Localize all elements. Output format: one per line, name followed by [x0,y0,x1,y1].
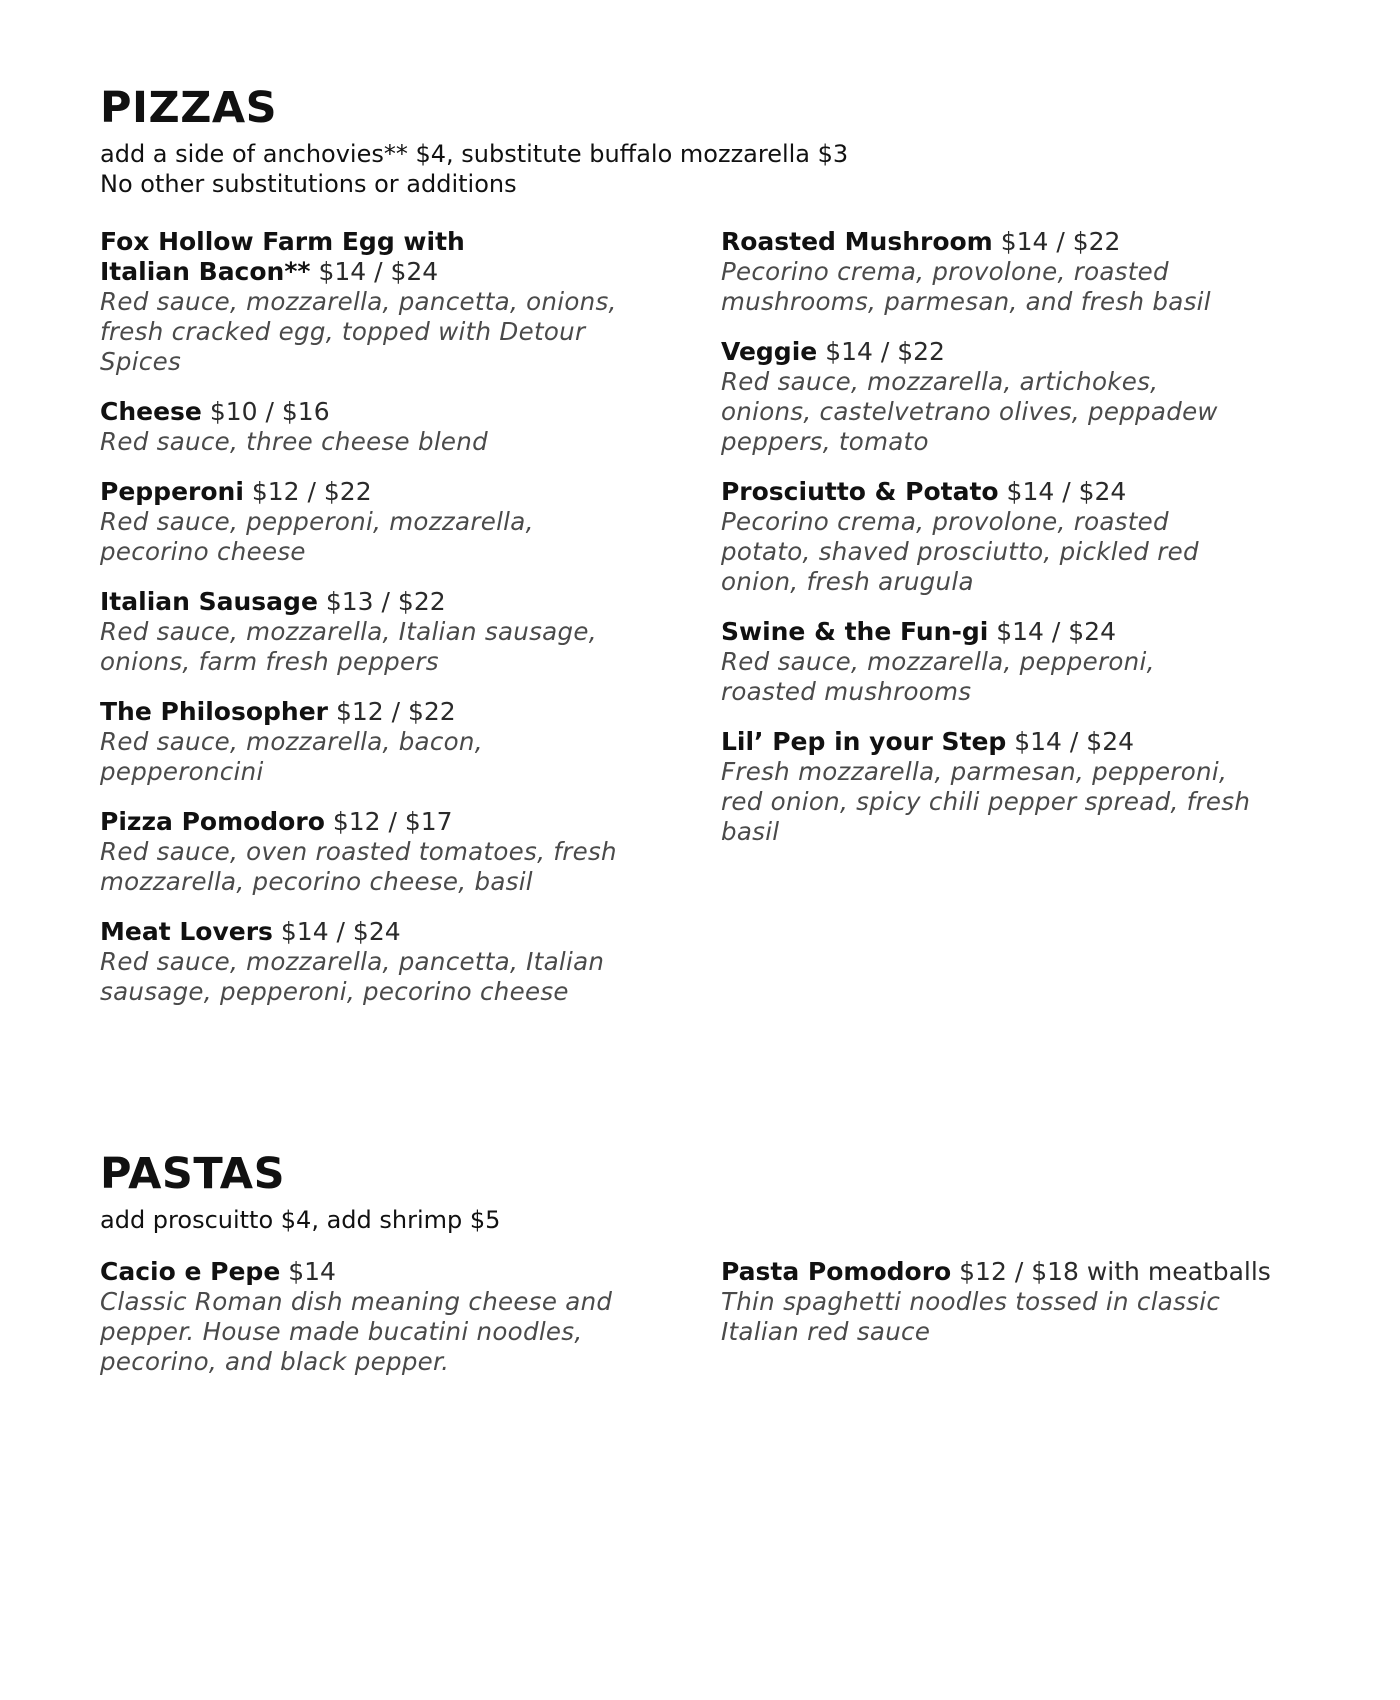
description-line: fresh cracked egg, topped with Detour [100,317,586,347]
item-heading [100,587,721,617]
subtitle-line: add proscuitto $4, add shrimp $5 [100,1206,501,1235]
menu-columns [100,227,1300,1027]
item-heading [100,397,721,427]
item-heading [100,227,721,287]
subtitle-line: No other substitutions or additions [100,170,517,199]
menu-item [721,477,1300,597]
item-description [721,647,1300,707]
item-price: $14 / $24 [280,917,401,947]
section-subtitle [100,1205,1300,1235]
menu-item [100,227,721,377]
item-price: $12 / $22 [251,477,372,507]
item-name: Prosciutto & Potato [720,477,999,507]
description-line: potato, shaved prosciutto, pickled red [720,537,1199,567]
description-line: Red sauce, mozzarella, pancetta, onions, [100,287,617,317]
item-name: Meat Lovers [100,917,273,947]
item-name: Swine & the Fun-gi [720,617,989,647]
item-heading [721,337,1300,367]
section-subtitle [100,139,1300,199]
item-price: $14 / $22 [1000,227,1121,257]
item-description [721,367,1300,457]
item-name: Pasta Pomodoro [720,1257,952,1287]
left-column [100,1257,721,1397]
menu-item [721,337,1300,457]
description-line: Red sauce, pepperoni, mozzarella, [100,507,534,537]
left-column [100,227,721,1027]
description-line: mozzarella, pecorino cheese, basil [100,867,533,897]
description-line: Italian red sauce [720,1317,931,1347]
item-price: $12 / $17 [332,807,453,837]
item-price: $12 / $22 [335,697,456,727]
menu-item [100,697,721,787]
description-line: Red sauce, three cheese blend [100,427,488,457]
item-description [100,617,721,677]
item-price: $14 / $24 [1006,477,1127,507]
item-description [721,507,1300,597]
pastas-section [100,1150,1300,1397]
description-line: red onion, spicy chili pepper spread, fresh [720,787,1251,817]
pizzas-section [100,84,1300,1027]
description-line: basil [720,817,780,847]
item-name: Pizza Pomodoro [100,807,325,837]
description-line: pecorino, and black pepper. [100,1347,450,1377]
item-price: $14 / $24 [1014,727,1135,757]
item-name: Pepperoni [100,477,244,507]
section-title: PIZZAS [100,83,278,133]
item-name: Fox Hollow Farm Egg with [100,227,465,257]
item-price: $12 / $18 with meatballs [959,1257,1271,1287]
subtitle-line: add a side of anchovies** $4, substitute buffalo mozzarella $3 [100,140,849,169]
item-heading [721,477,1300,507]
description-line: Red sauce, oven roasted tomatoes, fresh [100,837,617,867]
item-name: Cacio e Pepe [100,1257,281,1287]
item-heading [100,1257,721,1287]
item-heading [721,727,1300,757]
description-line: Red sauce, mozzarella, bacon, [100,727,483,757]
item-description [100,287,721,377]
menu-item [721,227,1300,317]
description-line: pecorino cheese [100,537,306,567]
item-heading [721,1257,1300,1287]
section-title: PASTAS [100,1149,286,1199]
description-line: Fresh mozzarella, parmesan, pepperoni, [720,757,1228,787]
item-name: Cheese [100,397,202,427]
menu-item [721,727,1300,847]
menu-item [100,917,721,1007]
menu-item [100,477,721,567]
item-heading [100,697,721,727]
item-description [100,947,721,1007]
item-name: The Philosopher [100,697,328,727]
item-description [721,757,1300,847]
description-line: Pecorino crema, provolone, roasted [720,507,1169,537]
description-line: onions, castelvetrano olives, peppadew [720,397,1218,427]
item-description [100,837,721,897]
item-name: Veggie [720,337,818,367]
menu-item [100,807,721,897]
item-price: $13 / $22 [325,587,446,617]
item-description [100,1287,721,1377]
item-price: $14 / $24 [996,617,1116,647]
description-line: Classic Roman dish meaning cheese and [100,1287,613,1317]
item-price: $14 [288,1257,336,1287]
description-line: pepper. House made bucatini noodles, [100,1317,583,1347]
description-line: onion, fresh arugula [720,567,974,597]
item-description [721,1287,1300,1347]
item-price: $14 / $24 [318,257,439,287]
description-line: Red sauce, mozzarella, pancetta, Italian [100,947,605,977]
item-description [100,427,721,457]
description-line: mushrooms, parmesan, and fresh basil [720,287,1211,317]
description-line: sausage, pepperoni, pecorino cheese [100,977,569,1007]
item-heading [721,227,1300,257]
description-line: peppers, tomato [720,427,929,457]
item-name: Italian Bacon** [100,257,311,287]
right-column [721,227,1300,1027]
description-line: pepperoncini [100,757,264,787]
item-description [721,257,1300,317]
menu-item [721,617,1300,707]
menu-item [721,1257,1300,1347]
item-heading [100,477,721,507]
item-name: Italian Sausage [100,587,318,617]
item-heading [100,917,721,947]
menu-item [100,397,721,457]
item-description [100,507,721,567]
description-line: onions, farm fresh peppers [100,647,439,677]
menu-columns [100,1257,1300,1397]
description-line: roasted mushrooms [720,677,972,707]
item-name: Lil’ Pep in your Step [720,727,1007,757]
item-heading [721,617,1300,647]
description-line: Thin spaghetti noodles tossed in classic [720,1287,1221,1317]
description-line: Red sauce, mozzarella, artichokes, [720,367,1159,397]
description-line: Red sauce, mozzarella, Italian sausage, [100,617,597,647]
menu-item [100,1257,721,1377]
description-line: Red sauce, mozzarella, pepperoni, [720,647,1155,677]
item-price: $14 / $22 [825,337,945,367]
description-line: Spices [100,347,182,377]
menu-item [100,587,721,677]
item-description [100,727,721,787]
item-heading [100,807,721,837]
description-line: Pecorino crema, provolone, roasted [720,257,1169,287]
right-column [721,1257,1300,1397]
item-price: $10 / $16 [209,397,330,427]
item-name: Roasted Mushroom [720,227,993,257]
